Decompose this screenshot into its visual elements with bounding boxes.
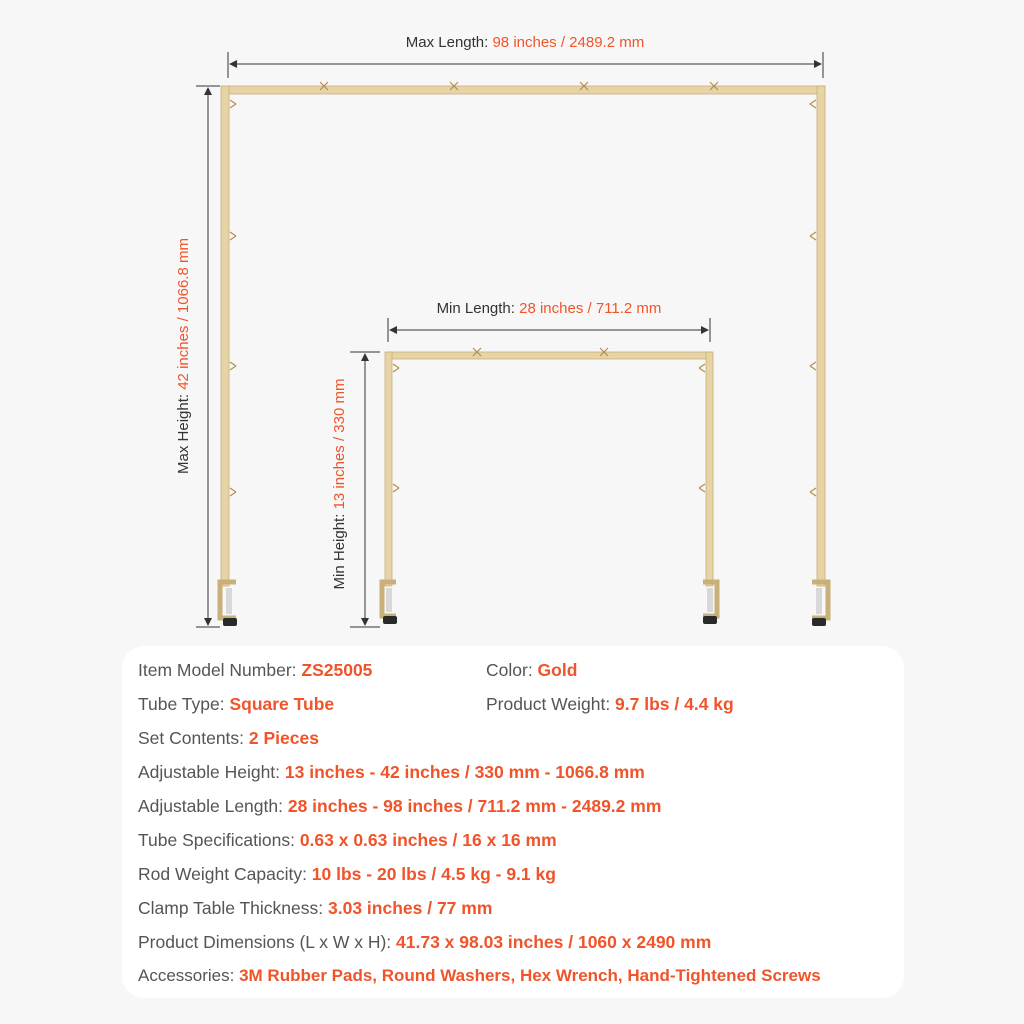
min-height-label: Min Height: 13 inches / 330 mm: [331, 378, 348, 590]
max-leg-joints: [230, 100, 816, 496]
spec-product-dimensions: Product Dimensions (L x W x H): 41.73 x 98.03 inches / 1060 x 2490 mm: [138, 932, 712, 952]
max-left-clamp: [220, 582, 237, 626]
spec-accessories: Accessories: 3M Rubber Pads, Round Washers, Hex Wrench, Hand-Tightened Screws: [138, 966, 821, 985]
max-left-leg: [221, 86, 229, 586]
max-height-dimension: [175, 86, 220, 627]
max-right-clamp: [812, 582, 828, 626]
max-top-bar: [228, 86, 825, 94]
spec-set-contents: Set Contents: 2 Pieces: [138, 728, 319, 748]
spec-adjustable-length: Adjustable Length: 28 inches - 98 inches / 711.2 mm - 2489.2 mm: [138, 796, 662, 816]
min-height-dimension: [331, 352, 380, 627]
min-length-label: Min Length: 28 inches / 711.2 mm: [436, 300, 662, 317]
max-height-label: Max Height: 42 inches / 1066.8 mm: [175, 238, 192, 474]
min-top-bar: [388, 352, 712, 359]
spec-weight: Product Weight: 9.7 lbs / 4.4 kg: [486, 694, 734, 714]
min-left-clamp: [382, 582, 397, 624]
spec-rod-capacity: Rod Weight Capacity: 10 lbs - 20 lbs / 4.5 kg - 9.1 kg: [138, 864, 556, 884]
spec-clamp-thickness: Clamp Table Thickness: 3.03 inches / 77 mm: [138, 898, 493, 918]
spec-color: Color: Gold: [486, 660, 578, 680]
spec-tube-specifications: Tube Specifications: 0.63 x 0.63 inches / 16 x 16 mm: [138, 830, 557, 850]
min-right-clamp: [703, 582, 717, 624]
min-left-leg: [385, 352, 392, 586]
min-frame: [382, 348, 717, 624]
spec-model: Item Model Number: ZS25005: [138, 660, 373, 680]
max-length-dimension: [228, 34, 823, 78]
max-right-leg: [817, 86, 825, 586]
spec-tube-type: Tube Type: Square Tube: [138, 694, 335, 714]
min-joints: [393, 348, 705, 492]
min-length-dimension: [388, 300, 710, 342]
spec-adjustable-height: Adjustable Height: 13 inches - 42 inches / 330 mm - 1066.8 mm: [138, 762, 645, 782]
max-length-label: Max Length: 98 inches / 2489.2 mm: [405, 34, 645, 51]
min-right-leg: [706, 352, 713, 586]
